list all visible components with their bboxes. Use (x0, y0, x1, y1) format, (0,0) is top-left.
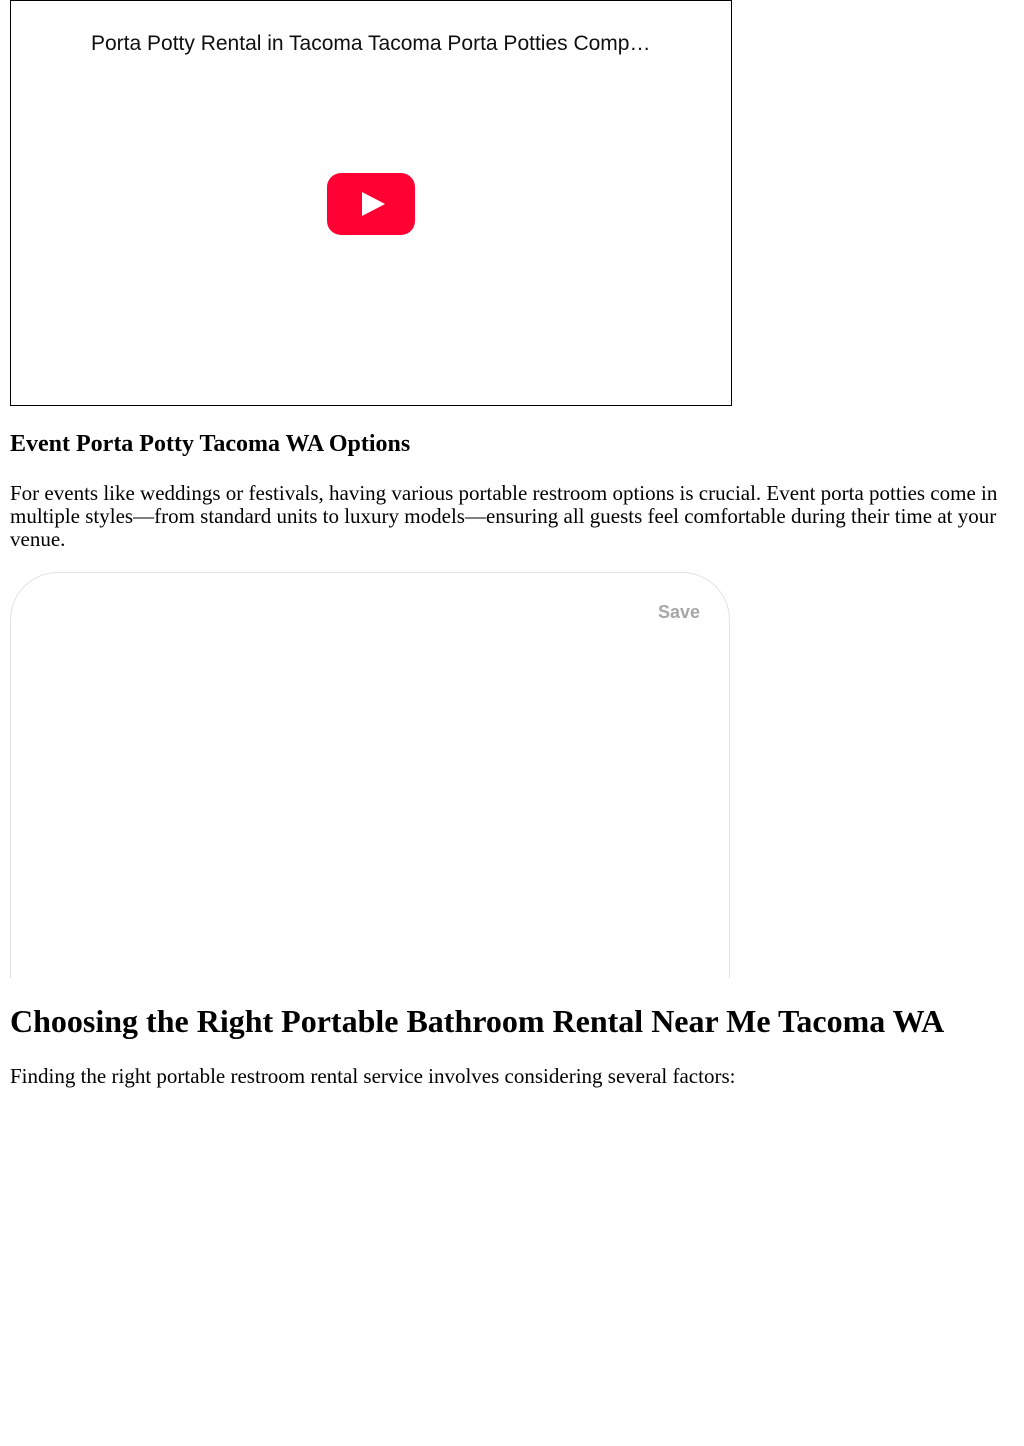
youtube-play-icon[interactable] (327, 173, 415, 235)
save-button[interactable]: Save (657, 602, 700, 622)
section-heading: Event Porta Potty Tacoma WA Options (10, 431, 411, 457)
pin-embed-card[interactable] (10, 572, 730, 978)
pin-card-frame (10, 572, 730, 978)
video-title[interactable]: Porta Potty Rental in Tacoma Tacoma Porta Potties Comp… (91, 32, 651, 55)
main-paragraph: Finding the right portable restroom rental service involves considering several factors: (10, 1064, 736, 1088)
section-paragraph: For events like weddings or festivals, having various portable restroom options is crucial. Event porta potties come in multiple styles—from standard units to luxury models—ensuring all guests feel comfortable during their time at your venue. (10, 481, 998, 551)
video-embed[interactable] (10, 0, 732, 406)
main-heading: Choosing the Right Portable Bathroom Rental Near Me Tacoma WA (10, 1003, 945, 1039)
